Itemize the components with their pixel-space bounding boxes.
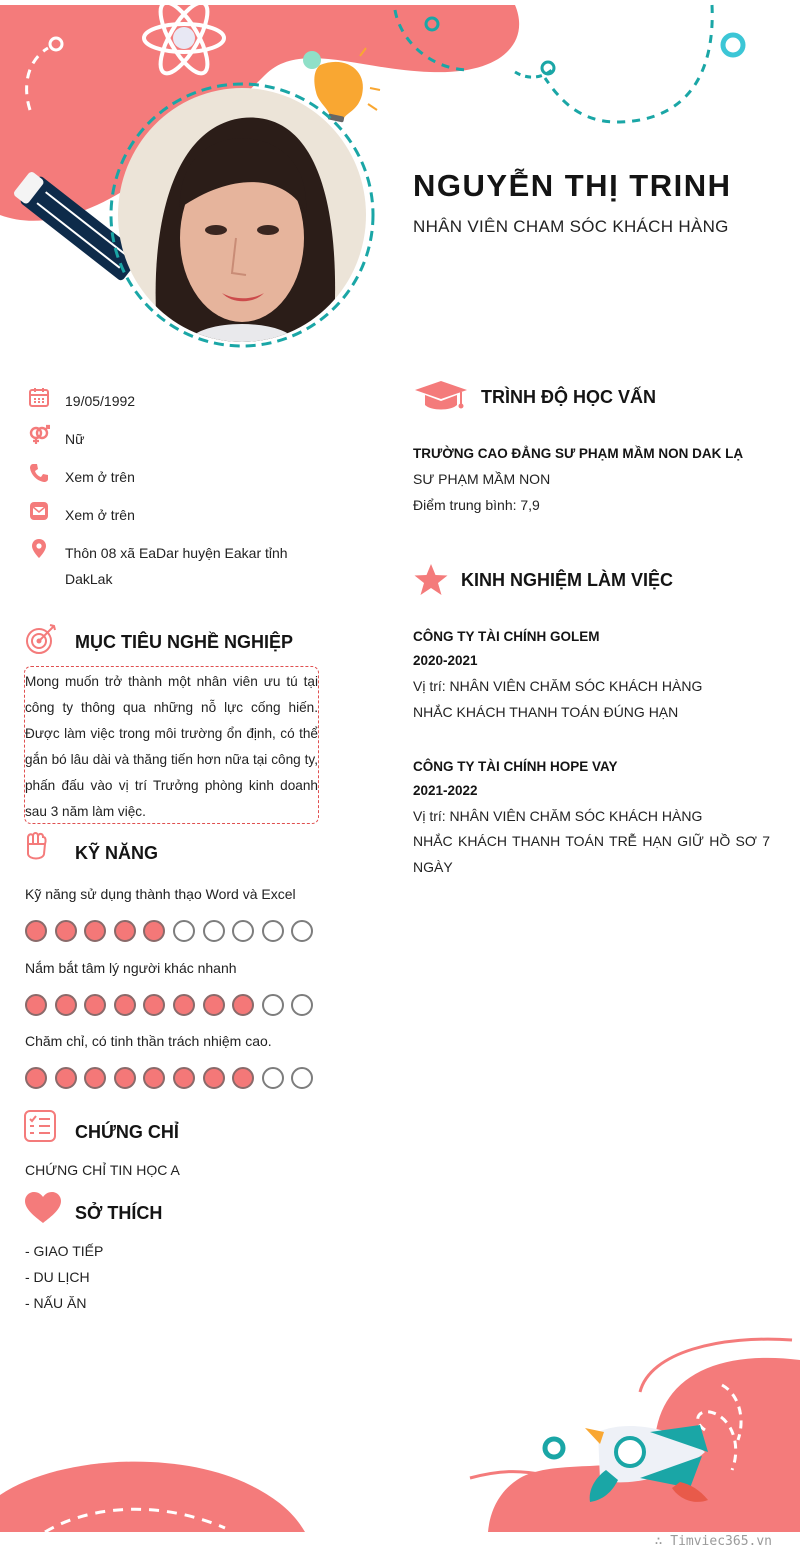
skill-rating-dot [84,994,106,1016]
skill-rating [25,920,325,944]
footer-brand: ∴ Timviec365.vn [654,1534,772,1549]
skill-rating-dot [55,1067,77,1089]
graduation-cap-icon [413,380,469,414]
education-title: TRÌNH ĐỘ HỌC VẤN [481,387,656,407]
job-title: NHÂN VIÊN CHAM SÓC KHÁCH HÀNG [413,217,729,236]
skill-rating-dot [55,920,77,942]
skill-rating-dot [291,994,313,1016]
skill-rating-dot [84,1067,106,1089]
heart-icon [24,1192,62,1224]
skills-title: KỸ NĂNG [75,843,159,863]
skill-name: Kỹ năng sử dụng thành thạo Word và Excel [25,886,296,902]
job-company: CÔNG TY TÀI CHÍNH HOPE VAY [413,759,618,774]
checklist-icon [24,1110,56,1142]
skill-rating-dot [262,1067,284,1089]
skill-rating-dot [114,920,136,942]
skill-rating-dot [203,920,225,942]
skill-rating-dot [173,1067,195,1089]
skill-rating-dot [232,920,254,942]
skill-rating-dot [262,994,284,1016]
job-position: Vị trí: NHÂN VIÊN CHĂM SÓC KHÁCH HÀNG [413,808,703,824]
email-icon [28,500,50,522]
experience-title: KINH NGHIỆM LÀM VIỆC [461,570,674,590]
objective-text: Mong muốn trở thành một nhân viên ưu tú tại công ty thông qua những nỗ lực cống hiến. Được làm việc trong môi trường ổn định, có thể gắn bó lâu dài và thăng tiến hơn nữa tại công ty, phấn đấu vào vị trí Trưởng phòng kinh doanh sau 3 năm làm việc. [24,666,319,824]
skill-rating-dot [232,1067,254,1089]
skill-rating-dot [25,994,47,1016]
job-description: NHẮC KHÁCH THANH TOÁN ĐÚNG HẠN [413,704,679,720]
target-icon [24,622,58,656]
skill-rating-dot [291,920,313,942]
skill-rating-dot [25,1067,47,1089]
skill-name: Nắm bắt tâm lý người khác nhanh [25,960,237,976]
objective-title: MỤC TIÊU NGHỀ NGHIỆP [75,632,294,652]
hobby-item: - NẤU ĂN [25,1295,87,1311]
phone-icon [28,462,50,484]
skill-rating-dot [114,994,136,1016]
skill-rating-dot [25,920,47,942]
skill-rating-dot [203,994,225,1016]
skill-rating-dot [173,994,195,1016]
hobby-item: - DU LỊCH [25,1269,90,1285]
calendar-icon [28,386,50,408]
skill-rating-dot [203,1067,225,1089]
gender-icon [28,424,50,446]
hobby-item: - GIAO TIẾP [25,1243,104,1259]
skill-rating-dot [84,920,106,942]
skill-rating-dot [143,1067,165,1089]
hobbies-title: SỞ THÍCH [75,1203,163,1223]
skill-rating-dot [173,920,195,942]
job-period: 2021-2022 [413,783,478,798]
skill-name: Chăm chỉ, có tinh thần trách nhiệm cao. [25,1033,272,1049]
education-gpa: Điểm trung bình: 7,9 [413,497,540,513]
certificates-title: CHỨNG CHỈ [75,1122,179,1142]
star-icon [413,563,449,597]
skill-rating [25,1067,325,1091]
avatar [118,88,366,342]
job-period: 2020-2021 [413,653,478,668]
skill-rating-dot [291,1067,313,1089]
education-school: TRƯỜNG CAO ĐẲNG SƯ PHẠM MẦM NON DAK LẠ [413,446,744,461]
job-position: Vị trí: NHÂN VIÊN CHĂM SÓC KHÁCH HÀNG [413,678,703,694]
brand-mark-icon: ∴ [654,1534,671,1549]
skill-rating-dot [114,1067,136,1089]
skill-rating-dot [143,994,165,1016]
fist-icon [24,830,48,864]
education-major: SƯ PHẠM MẦM NON [413,471,551,487]
skill-rating [25,994,325,1018]
location-pin-icon [28,538,50,560]
job-company: CÔNG TY TÀI CHÍNH GOLEM [413,629,600,644]
skill-rating-dot [55,994,77,1016]
skill-rating-dot [262,920,284,942]
job-description: NHẮC KHÁCH THANH TOÁN TRỄ HẠN GIỮ HỒ SƠ 7 NGÀY [413,833,770,875]
skill-rating-dot [232,994,254,1016]
skill-rating-dot [143,920,165,942]
certificate-item: CHỨNG CHỈ TIN HỌC A [25,1162,180,1178]
candidate-name: NGUYỄN THỊ TRINH [413,168,732,203]
